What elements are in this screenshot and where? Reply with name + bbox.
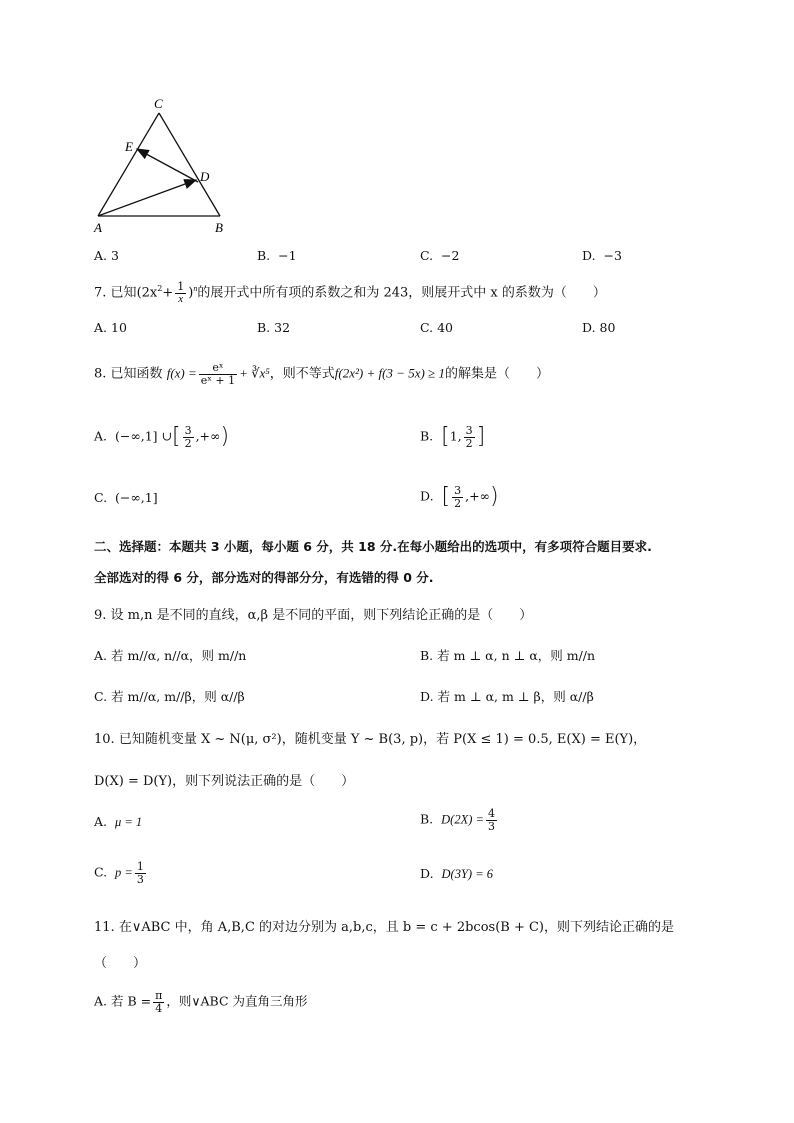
label-b: B (215, 220, 223, 235)
vector-ad (98, 180, 196, 216)
q7-stem: 7. 已知($2x^2+$ $\frac{1}{x}$ )$^n$的展开式中所有项的系数之和为 243，则展开式中 x 的系数为（ ） (94, 280, 606, 305)
q7-option-c: C. 40 (420, 320, 453, 335)
q11-option-a: A. 若 B = $\frac{\pi}{4}$ ，则∨ABC 为直角三角形 (94, 989, 308, 1015)
side-cb (159, 113, 220, 216)
q10-stem-line-2: D(X) = D(Y)，则下列说法正确的是（ ） (94, 774, 355, 789)
q6-option-d: D. −3 (582, 248, 622, 263)
vector-de (137, 149, 198, 182)
q11-stem-line-1: 11. 在∨ABC 中，角 A,B,C 的对边分别为 a,b,c，且 b = c + 2bcos(B + C)，则下列结论正确的是 (94, 920, 674, 935)
q6-option-b: B. −1 (257, 248, 297, 263)
q6-option-a: A. 3 (94, 248, 119, 263)
side-ac (98, 113, 159, 216)
label-a: A (94, 220, 102, 235)
q6-option-c: C. −2 (420, 248, 460, 263)
q7-option-d: D. 80 (582, 320, 616, 335)
section-2-line-1: 二、选择题：本题共 3 小题，每小题 6 分，共 18 分.在每小题给出的选项中，有多项符合题目要求. (94, 539, 652, 554)
section-2-line-2: 全部选对的得 6 分，部分选对的得部分分，有选错的得 0 分. (94, 570, 434, 585)
q7-option-a: A. 10 (94, 320, 127, 335)
q9-option-b: B. 若 m ⊥ α, n ⊥ α，则 m//n (420, 648, 596, 663)
q10-option-a: A. μ = 1 (94, 814, 143, 829)
q9-option-d: D. 若 m ⊥ α, m ⊥ β，则 α//β (420, 689, 594, 704)
label-e: E (125, 139, 133, 154)
q11-stem-line-2: （ ） (94, 956, 147, 971)
q8-option-d: D. [ $\frac{3}{2}$ ,+∞) (420, 484, 499, 510)
label-c: C (154, 96, 163, 111)
q8-option-b: B. [1, $\frac{3}{2}$ ] (420, 424, 486, 450)
q9-stem: 9. 设 m,n 是不同的直线，α,β 是不同的平面，则下列结论正确的是（ ） (94, 608, 533, 623)
q10-option-c: C. p = $\frac{1}{3}$ (94, 860, 144, 886)
q9-option-a: A. 若 m//α, n//α，则 m//n (94, 648, 247, 663)
triangle-figure (88, 92, 238, 240)
q9-option-c: C. 若 m//α, m//β，则 α//β (94, 689, 245, 704)
label-d: D (200, 169, 210, 184)
q10-option-b: B. D(2X) = $\frac{4}{3}$ (420, 807, 495, 833)
q10-option-d: D. D(3Y) = 6 (420, 866, 494, 881)
q7-option-b: B. 32 (257, 320, 291, 335)
q8-option-c: C. (−∞,1] (94, 490, 158, 505)
q8-stem: 8. 已知函数 f(x) = $\frac{\text{eˣ}}{\text{eˣ + 1}}$ + ∛x⁵，则不等式f(2x²) + f(3 − 5x) ≥ 1的解集是（ ） (94, 361, 549, 387)
q10-stem-line-1: 10. 已知随机变量 X ~ N(μ, σ²)，随机变量 Y ~ B(3, p)，若 P(X ≤ 1) = 0.5, E(X) = E(Y)， (94, 732, 647, 747)
q8-option-a: A. (−∞,1] ∪[ $\frac{3}{2}$ ,+∞) (94, 424, 230, 450)
